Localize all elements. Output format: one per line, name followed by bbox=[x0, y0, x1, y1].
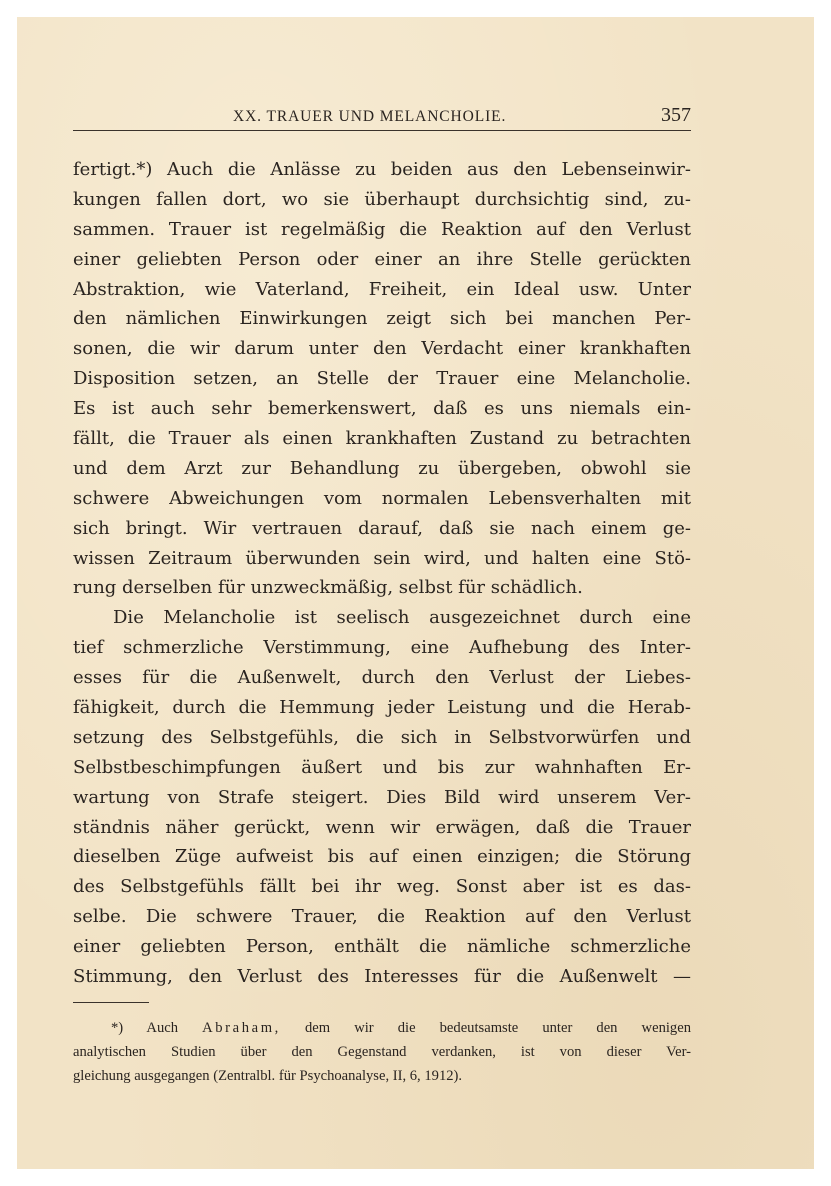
page-header bbox=[73, 96, 691, 130]
text-line: selbe. Die schwere Trauer, die Reaktion auf den Verlust bbox=[73, 906, 691, 928]
footnote-line bbox=[73, 1016, 691, 1040]
footnote-rule bbox=[73, 1002, 149, 1003]
text-line: Es ist auch sehr bemerkenswert, daß es uns niemals ein- bbox=[73, 398, 691, 420]
text-line: sich bringt. Wir vertrauen darauf, daß sie nach einem ge- bbox=[73, 517, 691, 539]
text-line: fällt, die Trauer als einen krankhaften Zustand zu betrachten bbox=[73, 428, 691, 450]
text-line: Stimmung, den Verlust des Interesses für die Außenwelt — bbox=[73, 966, 691, 988]
text-line: ständnis näher gerückt, wenn wir erwägen, daß die Trauer bbox=[73, 816, 691, 838]
text-line: wissen Zeitraum überwunden sein wird, und halten eine Stö- bbox=[73, 547, 691, 569]
text-line: fertigt.*) Auch die Anlässe zu beiden aus den Lebenseinwir- bbox=[73, 159, 691, 180]
text-line: dieselben Züge aufweist bis auf einen einzigen; die Störung bbox=[73, 846, 691, 868]
text-line: sonen, die wir darum unter den Verdacht einer krankhaften bbox=[73, 338, 691, 360]
text-line: fähigkeit, durch die Hemmung jeder Leistung und die Herab- bbox=[73, 697, 691, 719]
paragraph-start-line: Die Melancholie ist seelisch ausgezeichnet durch eine bbox=[113, 607, 691, 629]
text-line: und dem Arzt zur Behandlung zu übergeben, obwohl sie bbox=[73, 457, 691, 479]
text-line: des Selbstgefühls fällt bei ihr weg. Sonst aber ist es das- bbox=[73, 876, 691, 898]
text-line: Disposition setzen, an Stelle der Trauer eine Melancholie. bbox=[73, 368, 691, 390]
footnote bbox=[73, 1016, 691, 1088]
running-head: XX. TRAUER UND MELANCHOLIE. bbox=[233, 108, 507, 125]
text-line: einer geliebten Person oder einer an ihre Stelle gerückten bbox=[73, 248, 691, 270]
text-line: rung derselben für unzweckmäßig, selbst für schädlich. bbox=[73, 577, 583, 599]
text-line: Abstraktion, wie Vaterland, Freiheit, ein Ideal usw. Unter bbox=[73, 278, 691, 300]
text-line: wartung von Strafe steigert. Dies Bild wird unserem Ver- bbox=[73, 786, 691, 808]
text-line: den nämlichen Einwirkungen zeigt sich bei manchen Per- bbox=[73, 308, 691, 330]
footnote-text: dem wir die bedeutsamste unter den wenigen bbox=[304, 1019, 691, 1036]
text-line: tief schmerzliche Verstimmung, eine Aufhebung des Inter- bbox=[73, 637, 691, 659]
text-line: setzung des Selbstgefühls, die sich in Selbstvorwürfen und bbox=[73, 726, 691, 748]
page-number: 357 bbox=[661, 104, 691, 126]
text-line: einer geliebten Person, enthält die nämliche schmerzliche bbox=[73, 936, 691, 958]
footnote-line: gleichung ausgegangen (Zentralbl. für Psychoanalyse, II, 6, 1912). bbox=[73, 1067, 463, 1084]
text-line: sammen. Trauer ist regelmäßig die Reaktion auf den Verlust bbox=[73, 218, 691, 240]
footnote-line: analytischen Studien über den Gegenstand verdanken, ist von dieser Ver- bbox=[73, 1043, 691, 1060]
footnote-marker: *) Auch bbox=[111, 1019, 179, 1036]
text-line: esses für die Außenwelt, durch den Verlust der Liebes- bbox=[73, 667, 691, 689]
text-line: schwere Abweichungen vom normalen Lebensverhalten mit bbox=[73, 487, 691, 509]
text-line: Selbstbeschimpfungen äußert und bis zur wahnhaften Er- bbox=[73, 756, 691, 778]
body-text bbox=[73, 155, 691, 992]
book-page bbox=[73, 96, 691, 1088]
footnote-author: Abraham, bbox=[202, 1019, 281, 1036]
text-line: kungen fallen dort, wo sie überhaupt durchsichtig sind, zu- bbox=[73, 188, 691, 210]
header-rule bbox=[73, 130, 691, 131]
